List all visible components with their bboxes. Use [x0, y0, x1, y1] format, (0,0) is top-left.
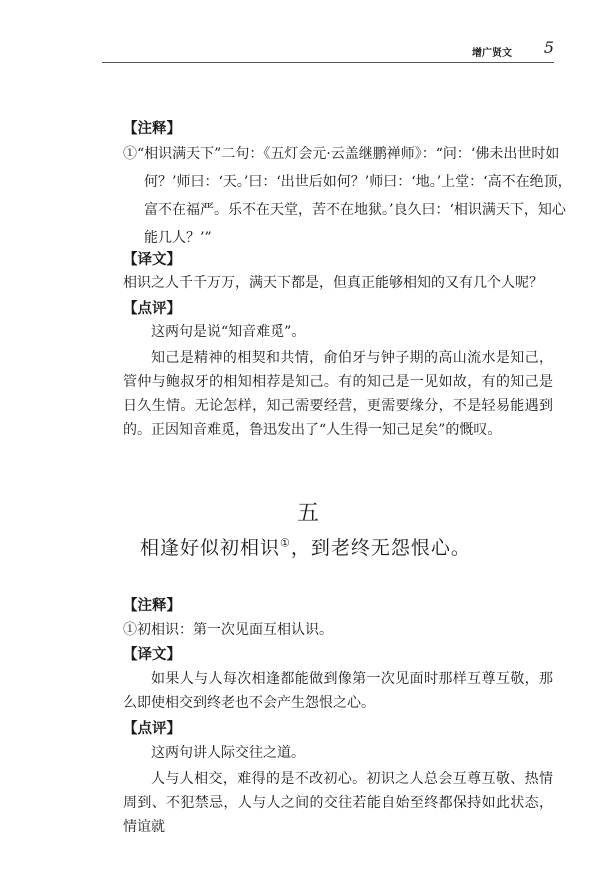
comment-heading: 【点评】 — [123, 300, 181, 317]
verse-first-half: 相逢好似初相识 — [140, 537, 281, 559]
footnote-marker: ① — [280, 536, 291, 550]
note-item: ①“相识满天下”二句：《五灯会元·云盖继鹏禅师》：“问：‘佛未出世时如何？’师曰：‘天。’曰：‘出世后如何？’师曰：‘地。’上堂：‘高不在绝顶，富不在福严。乐不在天堂，苦不在地狱。’良久曰：‘相识满天下，知心能几人？’” — [123, 146, 572, 246]
running-header — [102, 40, 554, 63]
note-heading: 【注释】 — [123, 120, 181, 137]
note-heading-2: 【注释】 — [123, 597, 181, 614]
translation-text-2: 如果人与人每次相逢都能做到像第一次见面时那样互尊互敬，那么即使相交到终老也不会产生怨恨之心。 — [123, 671, 553, 711]
page-number: 5 — [543, 38, 554, 57]
verse-line — [140, 533, 471, 560]
translation-text: 相识之人千千万万，满天下都是，但真正能够相知的又有几个人呢？ — [123, 275, 543, 291]
comment-heading-2: 【点评】 — [123, 720, 181, 737]
comment-paragraph-1: 这两句是说“知音难觅”。 — [151, 324, 306, 340]
translation-heading-2: 【译文】 — [123, 646, 181, 663]
translation-heading: 【译文】 — [123, 251, 181, 268]
comment-paragraph-2-1: 这两句讲人际交往之道。 — [151, 745, 305, 761]
running-header-title: 增广贤文 — [472, 48, 512, 59]
comment-paragraph-2: 知己是精神的相契和共情，俞伯牙与钟子期的高山流水是知己，管仲与鲍叔牙的相知相荐是知己。有的知己是一见如故，有的知己是日久生情。无论怎样，知己需要经营，更需要缘分，不是轻易能遇到的。正因知音难觅，鲁迅发出了“人生得一知己足矣”的慨叹。 — [123, 350, 553, 438]
comment-paragraph-2-2: 人与人相交，难得的是不改初心。初识之人总会互尊互敬、热情周到、不犯禁忌，人与人之间的交往若能自始至终都保持如此状态，情谊就 — [123, 771, 553, 835]
verse-second-half: ，到老终无怨恨心。 — [290, 537, 471, 559]
section-number: 五 — [296, 501, 319, 526]
note-item-2: ①初相识：第一次见面互相认识。 — [123, 622, 333, 638]
